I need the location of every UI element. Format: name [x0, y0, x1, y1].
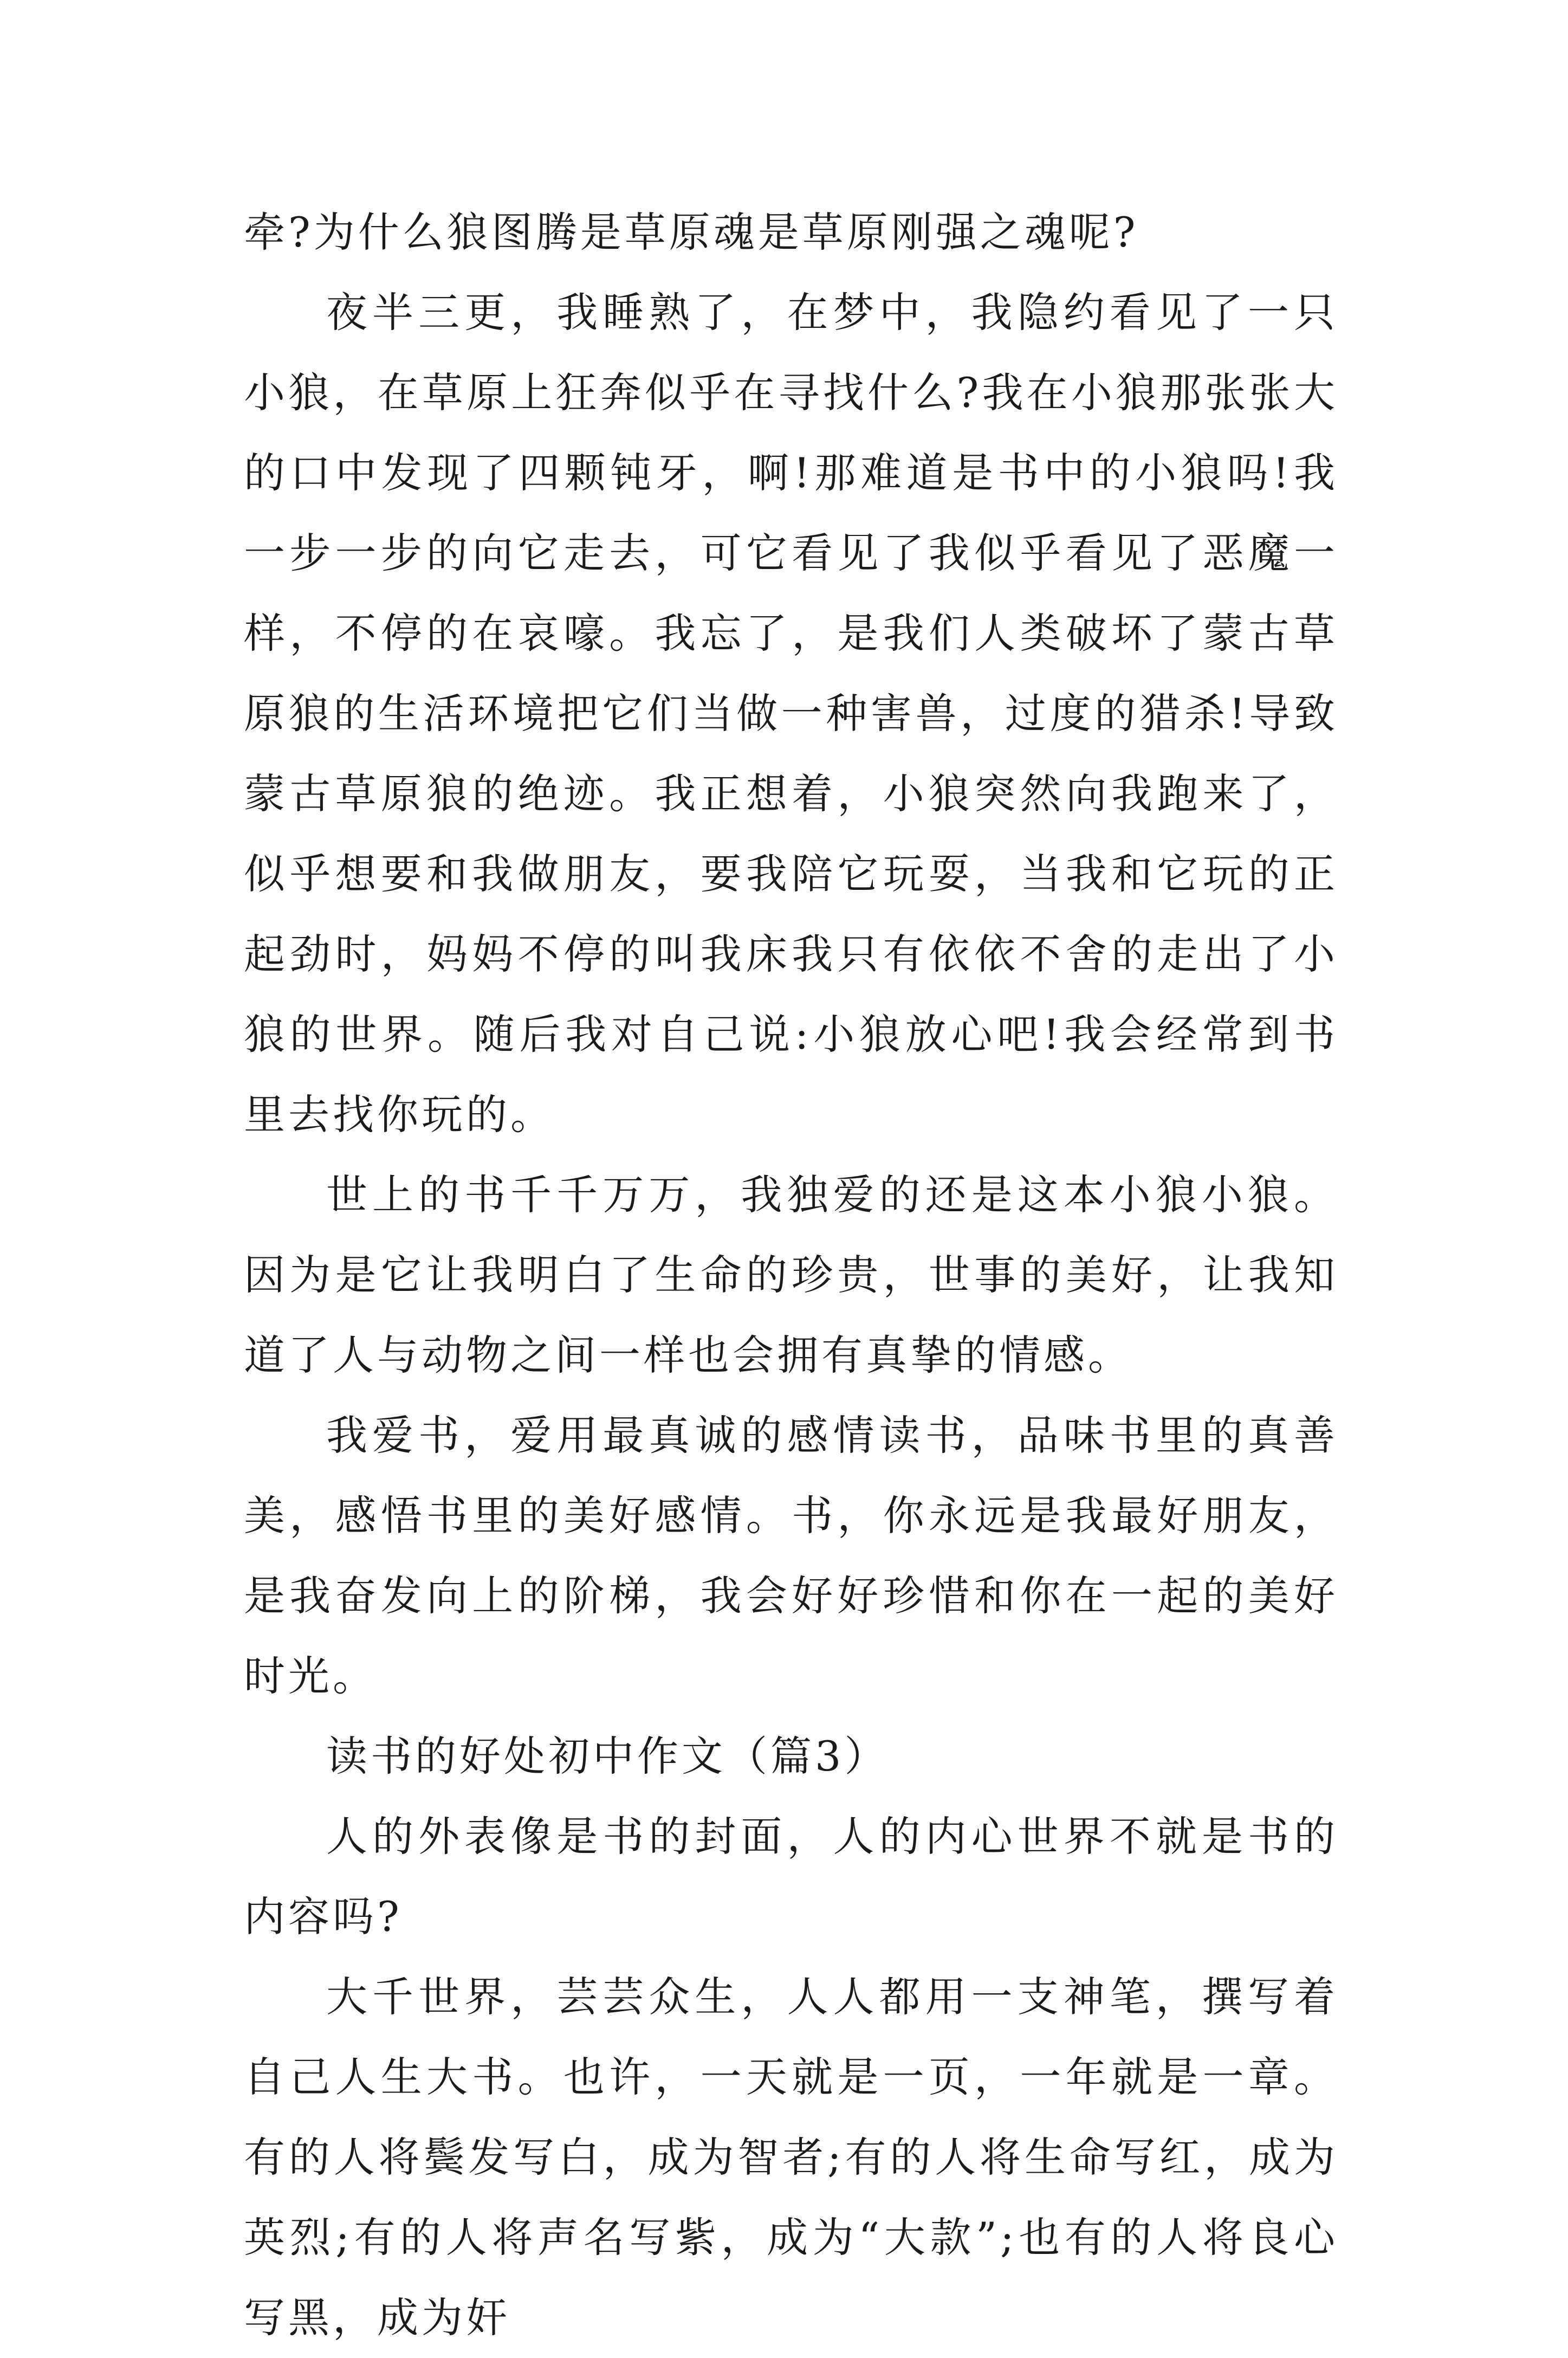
paragraph-dream: 夜半三更，我睡熟了，在梦中，我隐约看见了一只小狼，在草原上狂奔似乎在寻找什么?我在小狼那张张大的口中发现了四颗钝牙，啊!那难道是书中的小狼吗!我一步一步的向它走去，可它看见了我似乎看见了恶魔一样，不停的在哀嚎。我忘了，是我们人类破坏了蒙古草原狼的生活环境把它们当做一种害兽，过度的猎杀!导致蒙古草原狼的绝迹。我正想着，小狼突然向我跑来了，似乎想要和我做朋友，要我陪它玩耍，当我和它玩的正起劲时，妈妈不停的叫我床我只有依依不舍的走出了小狼的世界。随后我对自己说:小狼放心吧!我会经常到书里去找你玩的。: [244, 288, 1338, 1139]
document-body: [244, 192, 1338, 2358]
paragraph-world: 大千世界，芸芸众生，人人都用一支神笔，撰写着自己人生大书。也许，一天就是一页，一年就是一章。有的人将鬓发写白，成为智者;有的人将生命写红，成为英烈;有的人将声名写紫，成为“大款”;也有的人将良心写黑，成为奸: [244, 1973, 1338, 2342]
paragraph-favorite-book: 世上的书千千万万，我独爱的还是这本小狼小狼。因为是它让我明白了生命的珍贵，世事的美好，让我知道了人与动物之间一样也会拥有真挚的情感。: [244, 1171, 1338, 1379]
paragraph-love-books: 我爱书，爱用最真诚的感情读书，品味书里的真善美，感悟书里的美好感情。书，你永远是我最好朋友，是我奋发向上的阶梯，我会好好珍惜和你在一起的美好时光。: [244, 1411, 1338, 1700]
paragraph-continuation: 牵?为什么狼图腾是草原魂是草原刚强之魂呢?: [244, 208, 1139, 256]
paragraph-appearance: 人的外表像是书的封面，人的内心世界不就是书的内容吗?: [244, 1812, 1338, 1941]
section-heading: 读书的好处初中作文（篇3）: [326, 1732, 889, 1780]
